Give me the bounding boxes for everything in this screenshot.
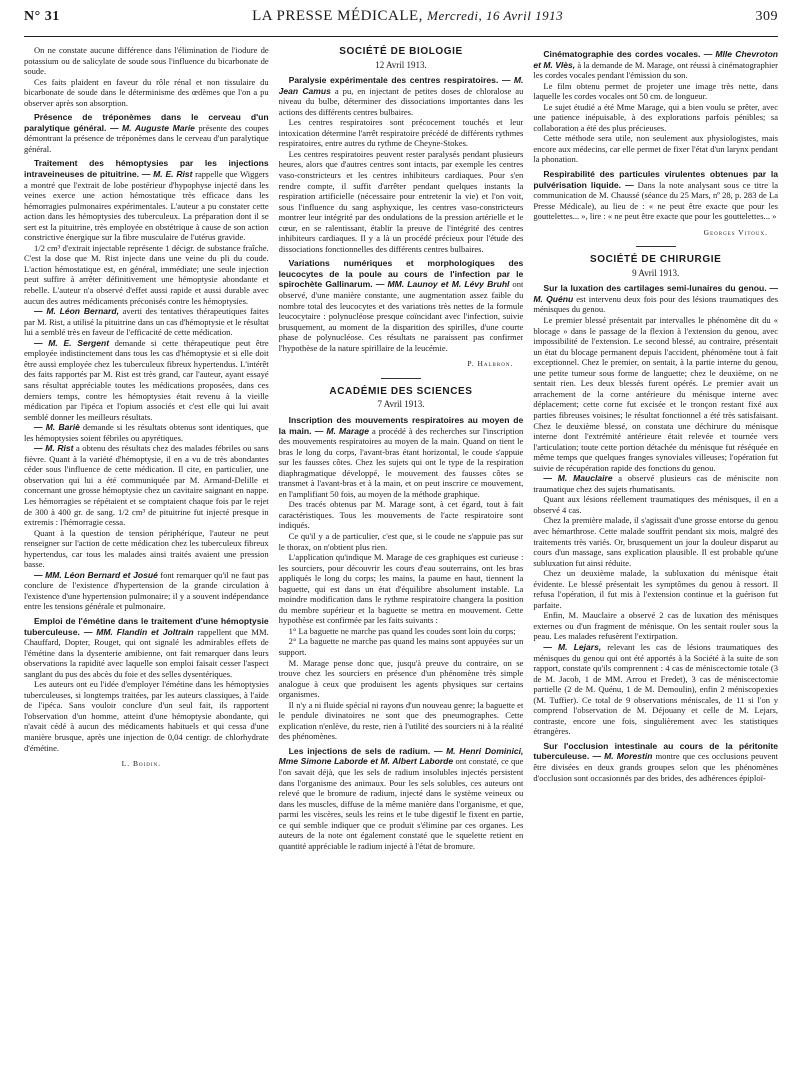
paragraph-author: — M. Rist (34, 443, 74, 454)
divider (381, 378, 421, 379)
paragraph-author: M. Quénu (533, 293, 574, 304)
paragraph (24, 112, 269, 154)
paragraph-text: averti des tentatives thérapeutiques faites par M. Rist, a utilisé la pituitrine dans un cas d'hémoptysie et le résultat lui a semblé très en faveur de l'efficacité de cette médication. (24, 306, 269, 338)
paragraph-text: ont observé, d'une manière constante, une augmentation assez faible du nombre total des leucocytes et des variations très nettes de la formule leucocytaire : polynucléose presque coïncidant avec l'infection, suivie brusquement, au moment de la disparition des spirilles, d'une courte phase de polynucléose. Ces résultats ne paraissent pas confirmer l'hypothèse de la nature spirillaire de la leucémie. (278, 279, 524, 353)
section-title: SOCIÉTÉ DE CHIRURGIE (589, 254, 722, 266)
paragraph-author: MM. Launoy et M. Lévy Bruhl (387, 279, 510, 290)
paragraph (24, 616, 269, 679)
signature: Georges Vitoux. (703, 227, 769, 237)
paragraph (279, 531, 524, 552)
paragraph-author: M. E. Rist (153, 169, 193, 180)
paragraph (279, 499, 524, 531)
paragraph-author: — M. Bariè (34, 422, 80, 433)
column-2 (279, 45, 524, 1083)
paragraph-lead: Emploi de l'émétine dans le traitement d'une hémoptysie tuberculeuse. — (24, 615, 269, 637)
paragraph-text: 1/2 cm³ d'extrait injectable représente 1 décigr. de substance fraîche. C'est la dose que M. Rist injecte dans une veine du pli du coude. L'action hémostatique est, en général, immédiate; une seule injection peut suffire à arrêter définitivement une hémoptysie abondante et rebelle. L'auteur n'a observé d'effet aussi rapide et aussi durable avec aucun des autres médicaments préconisés contre les hémoptysies. (24, 242, 269, 306)
paragraph-lead: Paralysie expérimentale des centres respiratoires. — (288, 75, 511, 86)
paragraph (24, 338, 269, 422)
paragraph (533, 283, 778, 315)
column-1 (24, 45, 269, 1083)
paragraph-text: a obtenu des résultats chez des malades fébriles ou sans fièvre. Quant à la variété d'hémoptysie, il en a vu de très abondantes céder sous l'influence de cette médication. Il cite, en particulier, une observation qui lui a été communiquée par M. Armand-Delille et concernant une grosse hémoptysie chez un cavitaire saignant en nappe. Les hémorragies se répétaient et se comptaient chaque fois par le rejet de 300 à 400 gr. de sang. 1/2 cm³ de pituitrine fut injecté presque in extremis : l'hémorragie cessa. (24, 443, 269, 528)
paragraph-lead: Inscription des mouvements respiratoires au moyen de la main. — (278, 414, 524, 436)
journal-title: LA PRESSE MÉDICALE, (252, 8, 423, 24)
paragraph-text: Le sujet étudié a été Mme Marage, qui a bien voulu se prêter, avec une patience inépuisable, à des explorations parfois pénibles; sa collaboration a été des plus précieuses. (533, 101, 778, 133)
paragraph (533, 315, 778, 473)
paragraph-text: L'application qu'indique M. Marage de ces graphiques est curieuse : les sourciers, pour découvrir les cours d'eau souterrains, ont les bras appliqués le long du corps; les mains, la paume en haut, tiennent la baguette, qui est dans un état d'équilibre absolument instable. La moindre modification dans le rythme respiratoire changera la position du membre supérieur et la baguette se mettra en mouvement. Cette hypothèse est confirmée par les faits suivants : (278, 552, 524, 626)
paragraph (279, 658, 524, 700)
paragraph-text: On ne constate aucune différence dans l'élimination de l'iodure de potassium ou de salicylate de soude sous l'influence du bicarbonate de soude. (24, 45, 269, 77)
paragraph-author: M. Auguste Marie (122, 122, 195, 133)
paragraph (533, 741, 778, 783)
paragraph-text: Le film obtenu permet de projeter une image très nette, dans laquelle les cordes vocales ont 50 cm. de longueur. (533, 80, 778, 102)
paragraph (279, 149, 524, 254)
paragraph-author: M. Jean Camus (278, 75, 524, 96)
paragraph-text: Chez la première malade, il s'agissait d'une grosse entorse du genou avec hémarthrose. Cette malade souffrit pendant six mois, malgré des traitements très variés. Or, brusquement un jour la douleur disparut au cours d'un massage, sans explication plausible. Il est probable qu'une subluxation fut ainsi réduite. (533, 515, 778, 568)
paragraph-text: ont constaté, ce que l'on savait déjà, que les sels de radium insolubles injectés persistent dans l'organisme des animaux. Pour les sels solubles, ces auteurs ont relevé que le bromure de radium, injecté dans le système veineux ou dans les muscles, diffuse de la même manière dans l'organisme, et que, parmi les viscères, seuls les reins et le tube digestif le fixent en partie, ce qui semble indiquer que ce produit s'élimine par ces organes. Les auteurs de la note ont également constaté que le squelette retient en quantité appréciable le radium injecté à l'état de bromure. (278, 756, 524, 851)
paragraph-text: demande si les résultats obtenus sont identiques, que les hémoptysies soient fébriles ou apyrétiques. (24, 422, 269, 443)
section-date: 7 Avril 1913. (377, 399, 425, 410)
paragraph (279, 636, 524, 657)
paragraph-lead: Présence de tréponèmes dans le cerveau d'un paralytique général. — (24, 112, 269, 133)
paragraph (24, 243, 269, 306)
paragraph-lead: Respirabilité des particules virulentes obtenues par la pulvérisation liquide. — (533, 169, 778, 190)
paragraph (24, 422, 269, 443)
paragraph (279, 626, 524, 637)
column-2-body-b (279, 415, 524, 851)
paragraph (533, 473, 778, 494)
paragraph-author: — M. E. Sergent (34, 337, 110, 348)
paragraph (533, 642, 778, 737)
paragraph-lead: Cinématographie des cordes vocales. — (543, 49, 713, 59)
paragraph (24, 528, 269, 570)
paragraph-text: 2° La baguette ne marche pas quand les mains sont appuyées sur un support. (278, 636, 524, 657)
paragraph (24, 306, 269, 338)
issue-date: Mercredi, 16 Avril 1913 (427, 8, 564, 23)
paragraph-lead: Sur la luxation des cartilages semi-lunaires du genou. — (543, 283, 778, 294)
paragraph-text: M. Marage pense donc que, jusqu'à preuve du contraire, on se trouve chez les sourciers en présence d'un phénomène très simple analogue à ceux que produisent les agents physiques sur certains organismes. (278, 657, 524, 700)
paragraph-lead: Traitement des hémoptysies par les injections intraveineuses de pituitrine. — (24, 158, 269, 180)
paragraph-text: Ce qu'il y a de particulier, c'est que, si le coude ne s'appuie pas sur le thorax, on n'obtient plus rien. (278, 530, 524, 552)
paragraph-author: M. Henri Dominici, Mme Simone Laborde et M. Albert Laborde (278, 745, 524, 767)
paragraph (533, 494, 778, 515)
paragraph (279, 415, 524, 499)
paragraph (533, 81, 778, 102)
signature: L. Boidin. (121, 759, 162, 769)
paragraph-text: 1° La baguette ne marche pas quand les coudes sont loin du corps; (288, 625, 516, 636)
paragraph (279, 75, 524, 117)
paragraph (533, 102, 778, 134)
paragraph-author: — M. Mauclaire (543, 473, 613, 484)
paragraph (533, 515, 778, 568)
paragraph-text: Le premier blessé présentait par intervalles le phénomène dit du « blocage » dans le passage de la flexion à l'extension du genou, avec impossibilité de l'extension. Le second blessé, au contraire, présentait un état du blocage permanent depuis l'accident, phénomène tout à fait exceptionnel. Chez le premier, on sentait, à la partie interne du genou, une petite tumeur sous forme de languette; chez le deuxième, on ne sentait rien. Les deux blessés furent opérés. Le premier avait un arrachement de la corne antérieure du ménisque interne avec déplacement; cette corne fut excisée et le tronçon restant fixé aux parties fibreuses voisines; le résultat fonctionnel a été très satisfaisant. Chez le deuxième blessé, on constata une déchirure du ménisque interne dont l'extrémité antérieure était relevée et tournée vers l'articulation; toute cette portion détachée du ménisque fut réséquée en même temps que quelques franges synoviales villeuses; l'opération fut suivie de récupération rapide des fonctions du genou. (533, 315, 778, 473)
paragraph-text: a procédé à des recherches sur l'inscription des mouvements respiratoires au moyen de la main. Quand on tient le bras le long du corps, l'avant-bras étant horizontal, le coude s'appuie sur les fausses côtes. Chez les sujets qui ont le type de la respiration diaphragmatique développé, le mouvement des fausses côtes se transmet à l'avant-bras et à la main, et on peut inscrire ce mouvement, en l'amplifiant 50 fois, au moyen de la méthode graphique. (278, 425, 524, 499)
paragraph-text: montre que ces occlusions peuvent être divisées en deux grands groupes selon que les phénomènes d'occlusion sont occasionnés par des brides, des adhérences épiploï- (533, 751, 778, 783)
paragraph (533, 568, 778, 610)
column-3-body-a (533, 49, 778, 222)
paragraph-text: Les centres respiratoires sont précocement touchés et leur intoxication détermine l'arrêt respiratoire précédé de différents rythmes respiratoires, entre autres du rythme de Cheyne-Stokes. (278, 117, 524, 149)
paragraph (533, 49, 778, 81)
paragraph (279, 746, 524, 851)
paragraph-text: Enfin, M. Mauclaire a observé 2 cas de luxation des ménisques externes ou d'un fragment de ménisque. On les sentait rouler sous la peau. Les malades refusèrent l'extirpation. (533, 610, 778, 642)
paragraph-text: a observé plusieurs cas de méniscite non traumatique chez des sujets rhumatisants. (533, 473, 778, 494)
paragraph-text: Les auteurs ont eu l'idée d'employer l'émétine dans les hémoptysies tuberculeuses, si longtemps traitées, par les auteurs classiques, à l'aide de l'ipéca. Sans vouloir conclure d'un seul fait, ils rapportent l'observation d'un homme, atteint d'une hémoptysie abondante, qui n'avait cédé à aucun des médicaments habituels et qui cessa d'une manière brusque, après une injection de 0,04 centigr. de chlorhydrate d'émétine. (24, 679, 269, 753)
paragraph-text: Les centres respiratoires peuvent rester paralysés pendant plusieurs heures, alors que d'autres centres sont intacts, par exemple les centres vaso-constricteurs et les centres inhibiteurs cardiaques. Pour s'en rendre compte, il suffit d'arrêter pendant quelques instants la respiration artificielle (nécessaire pour entretenir la vie) et l'on voit, sous l'influence du sang asphyxique, les centres vaso-constricteurs montrer leur intégrité par des ondulations de la pression artérielle et le cœur, en se ralentissant, établir la preuve de l'intégrité des centres inhibiteurs cardiaques. Il y a là un procédé précieux pour l'étude des dissociations fonctionnelles des différents centres bulbaires. (278, 148, 524, 254)
paragraph (533, 169, 778, 222)
paragraph (279, 117, 524, 149)
paragraph-text: rappelle que Wiggers a montré que l'extrait de lobe postérieur d'hypophyse injecté dans les veines exerce une action hémostatique très efficace dans les hémorragies pulmonaires expérimentales. L'auteur a pu constater cette action dans les hémoptysies des tuberculeux. La préparation dont il se sert est la pituitrine, très employée en obstétrique à cause de son action constrictive énergique sur la fibre musculaire de l'utérus gravide. (24, 169, 269, 243)
paragraph (24, 443, 269, 527)
paragraph-text: Des tracés obtenus par M. Marage sont, à cet égard, tout à fait caractéristiques. Tous les mouvements de l'acte respiratoire sont indiqués. (278, 499, 524, 531)
paragraph-lead: Sur l'occlusion intestinale au cours de la péritonite tuberculeuse. — (533, 740, 778, 762)
paragraph-text: Il n'y a ni fluide spécial ni rayons d'un nouveau genre; la baguette et le pendule divinatoires ne sont que des pneumographes. Cette explication n'enlève, du reste, rien à l'utilité des sourciers ni à la réalité des phénomènes. (278, 699, 524, 742)
paragraph (279, 258, 524, 353)
paragraph-author: — M. Lejars, (543, 641, 602, 652)
paragraph-lead: Variations numériques et morphologiques des leucocytes de la poule au cours de l'infection par le spirochète Gallinarum. — (278, 258, 524, 290)
paragraph-text: a pu, en injectant de petites doses de chloralose au niveau du bulbe, déterminer des dissociations importantes dans les actions des différents centres bulbaires. (278, 85, 524, 117)
paragraph-text: demande si cette thérapeutique peut être employée indistinctement dans tous les cas d'hémoptysie et si elle doit être aussi employée chez les tuberculeux fibreux hypertendus. L'intérêt des faits rapportés par M. Rist est très grand, car l'auteur, ayant essayé sans résultat appréciable toutes les médications proposées, dans ces derniers temps, contre les hémoptysies était revenu à la vieille médication par l'ipéca et l'opium associés et c'est elle qui lui avait semblé donner les meilleurs résultats. (24, 337, 269, 422)
paragraph-text: Ces faits plaident en faveur du rôle rénal et non tissulaire du bicarbonate de soude dans le déterminisme des œdèmes que l'on a pu observer après son absorption. (24, 76, 269, 108)
paragraph-text: font remarquer qu'il ne faut pas conclure de l'existence d'hypertension de la grande circulation à l'existence d'une hypertension pulmonaire; il y a souvent indépendance entre les tensions générale et pulmonaire. (24, 569, 269, 612)
section-title: SOCIÉTÉ DE BIOLOGIE (339, 46, 463, 57)
signature: P. Halbron. (467, 359, 514, 369)
paragraph-text: relevant les cas de lésions traumatiques des ménisques du genou qui ont été apportés à la Société à la suite de son rapport, constate qu'ils comprennent : 4 cas de méniscectomie totale (3 de M. Jacob, 1 de MM. Arrou et Fredet), 3 cas de méniscectomie partielle (2 de M. Quénu, 1 de M. Demoulin), enfin 2 méniscopexies (M. Tuffier). Ce total de 9 observations méniscales, de 11 si l'on y comprend l'observation de M. Déjouany et celle de M. Lejars, contraste, encore une fois, singulièrement avec les statistiques étrangères. (533, 641, 778, 737)
paragraph-author: — M. Léon Bernard, (34, 306, 119, 317)
paragraph-author: MM. Flandin et Joltrain (96, 626, 194, 637)
paragraph-author: M. Marage (326, 425, 369, 436)
paragraph (24, 570, 269, 612)
paragraph (279, 700, 524, 742)
divider (636, 246, 676, 247)
column-2-body-a (279, 75, 524, 353)
paragraph-text: présente des coupes démontrant la présence de tréponèmes dans le cerveau d'un paralytique général. (24, 122, 269, 154)
paragraph (533, 610, 778, 642)
column-1-body (24, 45, 269, 753)
column-3 (533, 45, 778, 1083)
paragraph (24, 45, 269, 77)
paragraph-text: Dans la note analysant sous ce titre la communication de M. Chaussé (séance du 25 Mars, nº 28, p. 283 de La Presse Médicale), au lieu de : « ne peut être exacte que pour les gouttelettes... », lire : « ne peut être exacte que pour les gouttelettes... » (533, 179, 778, 222)
paragraph-text: Quant aux lésions réellement traumatiques des ménisques, il en a observé 4 cas. (533, 494, 778, 515)
paragraph-author: Mlle Chevroton et M. Vlès, (533, 49, 778, 70)
journal-title-line (252, 8, 563, 25)
paragraph-text: rappellent que MM. Chauffard, Dopter, Rouget, qui ont signalé les admirables effets de l'émétine dans la dysenterie amibienne, ont fait remarquer dans leurs observations la rapidité avec laquelle son emploi faisait cesser l'aspect sanglant du pus des abcès du foie et des selles dysentériques. (24, 626, 269, 679)
columns (24, 45, 778, 1083)
paragraph-text: Quant à la question de tension périphérique, l'auteur ne peut renseigner sur l'action de cette médication chez les tuberculeux fibreux hypertendus, car tous les malades ainsi traités avaient une pression basse. (24, 527, 269, 570)
paragraph-text: à la demande de M. Marage, ont réussi à cinématographier les cordes vocales pendant l'émission du son. (533, 59, 778, 81)
section-date: 9 Avril 1913. (632, 267, 680, 278)
issue-number: N° 31 (24, 9, 60, 24)
paragraph-text: Chez un deuxième malade, la subluxation du ménisque était évidente. Le blessé présentait les symptômes du genou à ressort. Il refusa l'opération, il fut mis à l'extension continue et la guérison fut parfaite. (533, 568, 778, 610)
paragraph (24, 679, 269, 753)
paragraph (279, 552, 524, 626)
page-number: 309 (755, 9, 778, 24)
page-header (24, 8, 778, 37)
section-date: 12 Avril 1913. (375, 59, 427, 70)
paragraph-text: Cette méthode sera utile, non seulement aux physiologistes, mais encore aux médecins, car elle permet de fixer l'état d'un larynx pendant la phonation. (533, 133, 778, 165)
paragraph (24, 158, 269, 242)
paragraph-lead: Les injections de sels de radium. — (288, 745, 443, 756)
paragraph-author: — MM. Léon Bernard et Josué (34, 569, 158, 580)
paragraph-author: M. Morestin (604, 751, 653, 762)
paragraph (24, 77, 269, 109)
column-3-body-b (533, 283, 778, 783)
paragraph-text: est intervenu deux fois pour des lésions traumatiques des ménisques du genou. (533, 293, 778, 315)
section-title: ACADÉMIE DES SCIENCES (329, 385, 473, 397)
paragraph (533, 133, 778, 165)
